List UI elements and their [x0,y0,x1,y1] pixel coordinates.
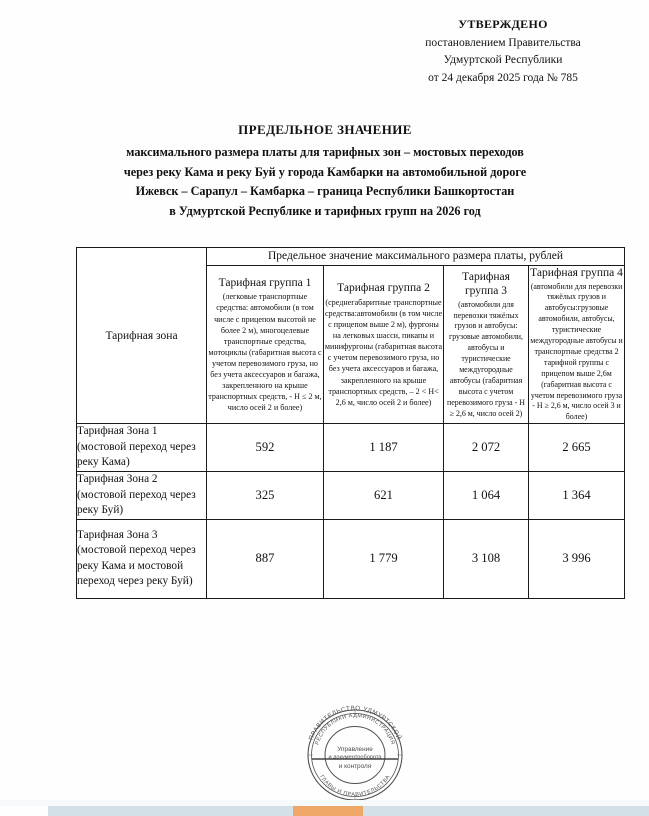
svg-text:ГЛАВЫ И ПРАВИТЕЛЬСТВА: ГЛАВЫ И ПРАВИТЕЛЬСТВА [318,774,392,799]
rate-value-r2c2: 621 [324,472,444,520]
stamp-line-1: Управление [337,746,373,753]
group-desc-4: (автомобили для перевозки тяжёлых грузов и автобусы:грузовые автомобили, автобусы, туристические междугородные автобусы и транспортные средства 2 тарифной группы с прицепом выше 2,6м (габаритная высота с учетом перевозимого груза - Н ≥ 2,6 м, число осей 3 и более) [530,281,623,422]
rate-value-r1c2: 1 187 [324,424,444,472]
rates-table [76,247,625,599]
svg-text:ПРАВИТЕЛЬСТВО УДМУРТСКОЙ: ПРАВИТЕЛЬСТВО УДМУРТСКОЙ [307,704,403,742]
group-name-3: Тарифная группа 3 [462,270,510,298]
rate-value-r3c1: 887 [207,519,324,598]
rates-table-container [76,247,624,599]
stamp-line-2: и документооборота [328,754,382,761]
group-header-2 [324,266,444,424]
rate-value-r1c1: 592 [207,424,324,472]
document-title-block [40,120,610,221]
page-title: ПРЕДЕЛЬНОЕ ЗНАЧЕНИЕ [238,122,412,137]
approval-line-2: Удмуртской Республики [443,54,563,66]
approval-line-3: от 24 декабря 2025 года № 785 [428,71,578,84]
title-line-3: Ижевск – Сарапул – Камбарка – граница Республики Башкортостан [135,184,515,198]
rate-value-r3c2: 1 779 [324,519,444,598]
table-row [77,519,625,598]
rate-value-r2c3: 1 064 [444,472,529,520]
zone-label-1: Тарифная Зона 1 (мостовой переход через реку Кама) [77,424,207,472]
rate-value-r1c3: 2 072 [444,424,529,472]
group-desc-3: (автомобили для перевозки тяжёлых грузов и автобусы: грузовые автомобили, автобусы и туристические междугородные автобусы (габаритная высота с учетом перевозимого груза - Н ≥ 2,6 м, число осей 2) [447,299,525,418]
table-row [77,424,625,472]
rate-value-r3c3: 3 108 [444,519,529,598]
group-header-3 [444,266,529,424]
rate-value-r3c4: 3 996 [529,519,625,598]
group-desc-2: (среднегабаритные транспортные средства:автомобили (в том числе с прицепом выше 2 м), фургоны на легковых шасси, пикапы и минифургоны (габаритная высота с учетом перевозимого груза, но без учета аксессуаров и багажа, закрепленного на крыше транспортных средств, – 2 < Н< 2,6 м, число осей 2 и более) [324,297,443,407]
official-stamp [296,697,414,809]
bottom-progress-accent[interactable] [293,806,363,816]
group-header-4 [529,266,625,424]
table-row [77,472,625,520]
title-line-1: максимального размера платы для тарифных зон – мостовых переходов [126,145,524,159]
rate-value-r2c1: 325 [207,472,324,520]
title-line-2: через реку Кама и реку Буй у города Камбарки на автомобильной дороге [123,164,527,179]
approval-word: УТВЕРЖДЕНО [458,17,548,31]
svg-text:РЕСПУБЛИКИ АДМИНИСТРАЦИЯ: РЕСПУБЛИКИ АДМИНИСТРАЦИЯ [314,712,396,746]
group-name-4: Тарифная группа 4 [530,267,623,279]
bottom-progress-bar[interactable] [48,806,649,816]
rate-value-r2c4: 1 364 [529,472,625,520]
approval-line-1: постановлением Правительства [425,36,581,49]
zone-column-header: Тарифная зона [77,248,207,424]
band-header: Предельное значение максимального размера платы, рублей [207,248,625,266]
stamp-line-3: и контроля [338,763,372,770]
zone-label-3: Тарифная Зона 3 (мостовой переход через реку Кама и мостовой переход через реку Буй) [77,519,207,598]
zone-label-2: Тарифная Зона 2 (мостовой переход через реку Буй) [77,472,207,520]
title-line-4: в Удмуртской Республике и тарифных групп на 2026 год [169,203,481,218]
approval-block [372,16,634,87]
group-desc-1: (легковые транспортные средства: автомобили (в том числе с прицепом высотой не более 2 м), многоцелевые транспортные средства, мотоциклы (габаритная высота с учетом перевозимого груза, но без учета аксессуаров и багажа, закрепленного на крыше транспортных средств, - Н ≤ 2 м, число осей 2 и более) [208,292,322,413]
group-header-1 [207,266,324,424]
group-name-1: Тарифная группа 1 [218,276,312,289]
table-band-row [77,248,625,266]
rate-value-r1c4: 2 665 [529,424,625,472]
group-name-2: Тарифная группа 2 [337,282,430,295]
